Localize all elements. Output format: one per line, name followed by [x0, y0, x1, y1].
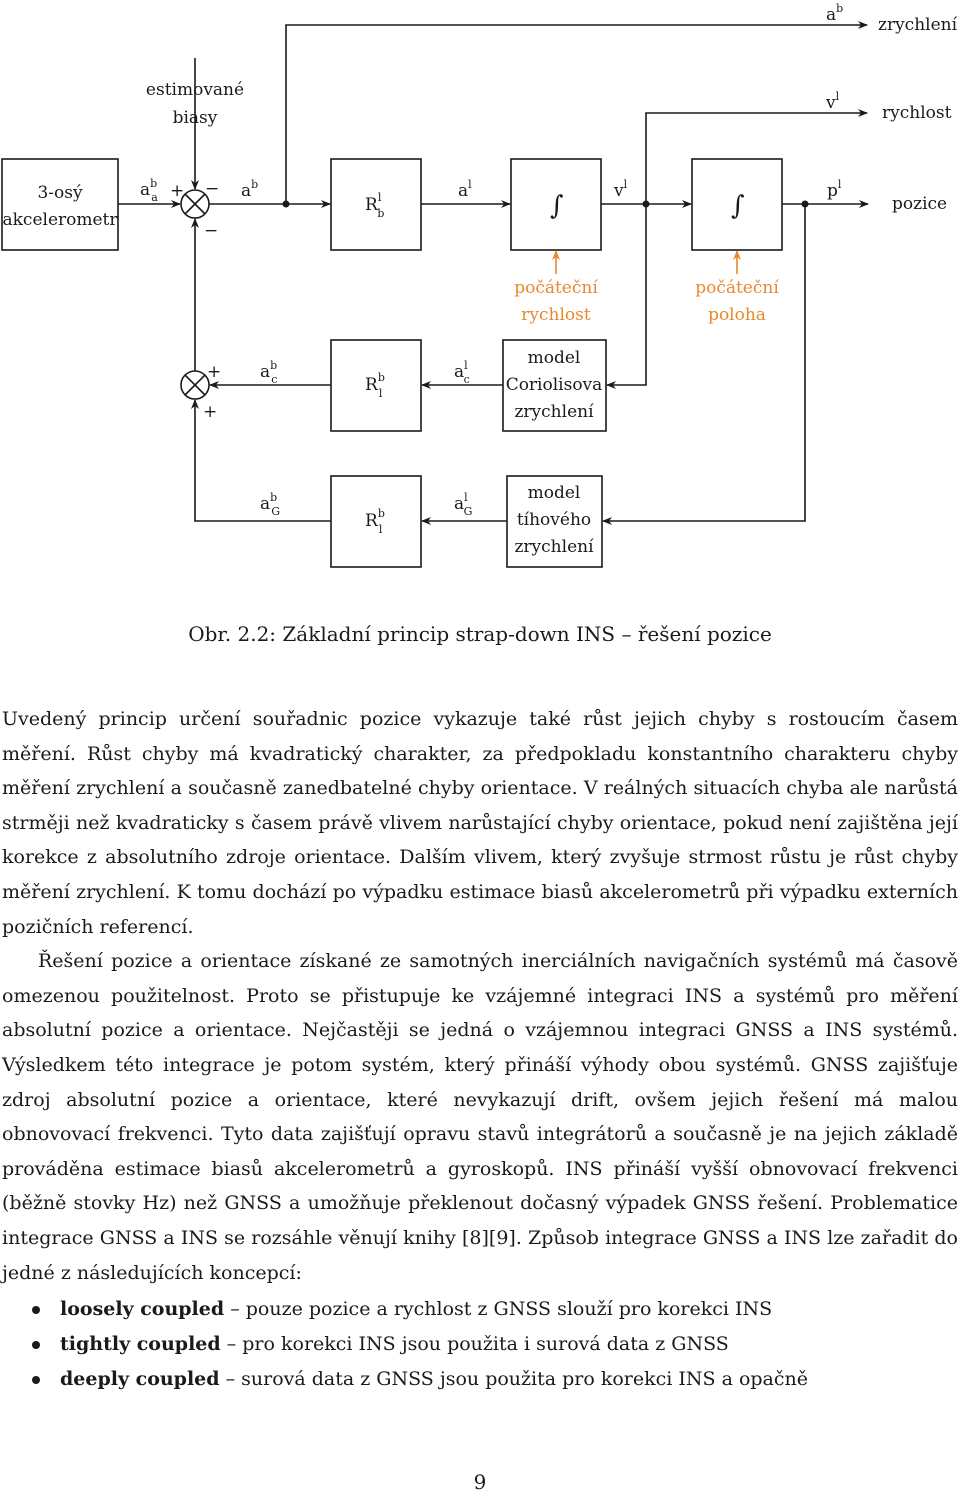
symbol-v-l: $v^l$ [614, 178, 628, 201]
list-item [2, 1327, 958, 1362]
strapdown-ins-diagram [0, 0, 960, 600]
symbol-R-l-b: $R^l$ b [365, 191, 385, 220]
symbol-a-b-a: $a^b$ a [140, 177, 158, 204]
list-item-text: – surová data z GNSS jsou použita pro korekci INS a opačně [219, 1368, 808, 1391]
list-item [2, 1292, 958, 1327]
output-velocity-symbol: $v^l$ [826, 90, 840, 113]
sign-plus-corr-bottom: + [203, 402, 218, 422]
tap-dot-accel [283, 201, 290, 208]
accelerometer-block [2, 159, 118, 250]
body-text [2, 702, 958, 1397]
bullet-icon [32, 1376, 40, 1384]
gravity-label-line1: model [527, 483, 581, 503]
init-position-line1: počáteční [695, 278, 779, 298]
bias-label-line2: biasy [172, 108, 218, 128]
sign-plus-main: + [170, 181, 185, 201]
symbol-p-l: $p^l$ [827, 178, 842, 201]
list-item-term: tightly coupled [60, 1333, 221, 1356]
bias-label-line1: estimované [145, 80, 245, 100]
sign-minus-bottom: − [204, 221, 219, 241]
sign-plus-corr-top: + [207, 362, 222, 382]
output-accel-symbol: $a^b$ [826, 2, 844, 25]
symbol-R-b-l-gravity: $R^b$ l [365, 507, 385, 536]
bullet-icon [32, 1306, 40, 1314]
symbol-a-l: $a^l$ [458, 178, 472, 201]
symbol-a-b: $a^b$ [241, 178, 259, 201]
list-item-term: loosely coupled [60, 1298, 225, 1321]
accelerometer-label-line1: 3-osý [37, 183, 83, 203]
output-velocity-label: rychlost [882, 103, 952, 123]
figure-caption: Obr. 2.2: Základní princip strap-down INS – řešení pozice [188, 622, 772, 646]
list-item-text: – pouze pozice a rychlost z GNSS slouží pro korekci INS [224, 1298, 773, 1321]
gravity-label-line2: tíhového [516, 510, 592, 530]
tap-dot-velocity [643, 201, 650, 208]
output-accel-label: zrychlení [878, 15, 958, 35]
position-label: pozice [892, 194, 948, 214]
integral-symbol-2: ∫ [731, 191, 745, 221]
init-velocity-line1: počáteční [514, 278, 598, 298]
integral-symbol-1: ∫ [550, 191, 564, 221]
coriolis-label-line1: model [527, 348, 581, 368]
list-item-text: – pro korekci INS jsou použita i surová data z GNSS [220, 1333, 729, 1356]
symbol-a-b-G: $a^b$ G [260, 491, 280, 518]
symbol-a-l-G: $a^l$ G [454, 491, 473, 518]
symbol-a-b-c: $a^b$ c [260, 359, 278, 386]
init-velocity-line2: rychlost [521, 305, 591, 325]
paragraph-2: Řešení pozice a orientace získané ze samotných inerciálních navigačních systémů má časově omezenou použitelnost. Proto se přistupuje ke vzájemné integraci INS a systémů pro měření absolutní pozice a orientace. Nejčastěji se jedná o vzájemnou integraci GNSS a INS systémů. Výsledkem této integrace je potom systém, který přináší výhody obou systémů. GNSS zajišťuje zdroj absolutní pozice a orientace, které nevykazují drift, ovšem jejich řešení má malou obnovovací frekvenci. Tyto data zajišťují opravu stavů integrátorů a současně je na jejich základě prováděna estimace biasů akcelerometrů a gyroskopů. INS přináší vyšší obnovovací frekvenci (běžně stovky Hz) než GNSS a umožňuje překlenout dočasný výpadek GNSS řešení. Problematice integrace GNSS a INS se rozsáhle věnují knihy [8][9]. Způsob integrace GNSS a INS lze zařadit do jedné z následujících koncepcí: [2, 950, 958, 1284]
tap-dot-position [802, 201, 809, 208]
integration-concepts-list [2, 1292, 958, 1397]
paragraph-1: Uvedený princip určení souřadnic pozice vykazuje také růst jejich chyby s rostoucím časem měření. Růst chyby má kvadratický charakter, za předpokladu konstantního charakteru chyby měření zrychlení a současně zanedbatelné chyby orientace. V reálných situacích chyba ale narůstá strměji než kvadraticky s časem právě vlivem narůstající chyby orientace, pokud není zajištěna její korekce z absolutního zdroje orientace. Dalším vlivem, který zvyšuje strmost růstu je růst chyby měření zrychlení. K tomu dochází po výpadku estimace biasů akcelerometrů při výpadku externích pozičních referencí. [2, 708, 958, 938]
coriolis-label-line3: zrychlení [514, 402, 594, 422]
symbol-a-l-c: $a^l$ c [454, 359, 470, 386]
symbol-R-b-l-coriolis: $R^b$ l [365, 371, 385, 400]
gravity-label-line3: zrychlení [514, 537, 594, 557]
list-item [2, 1362, 958, 1397]
page-number: 9 [473, 1470, 487, 1494]
bullet-icon [32, 1341, 40, 1349]
init-position-line2: poloha [708, 305, 766, 325]
sign-minus-top: − [205, 179, 220, 199]
accelerometer-label-line2: akcelerometr [2, 210, 118, 230]
coriolis-label-line2: Coriolisova [505, 375, 603, 395]
list-item-term: deeply coupled [60, 1368, 220, 1391]
